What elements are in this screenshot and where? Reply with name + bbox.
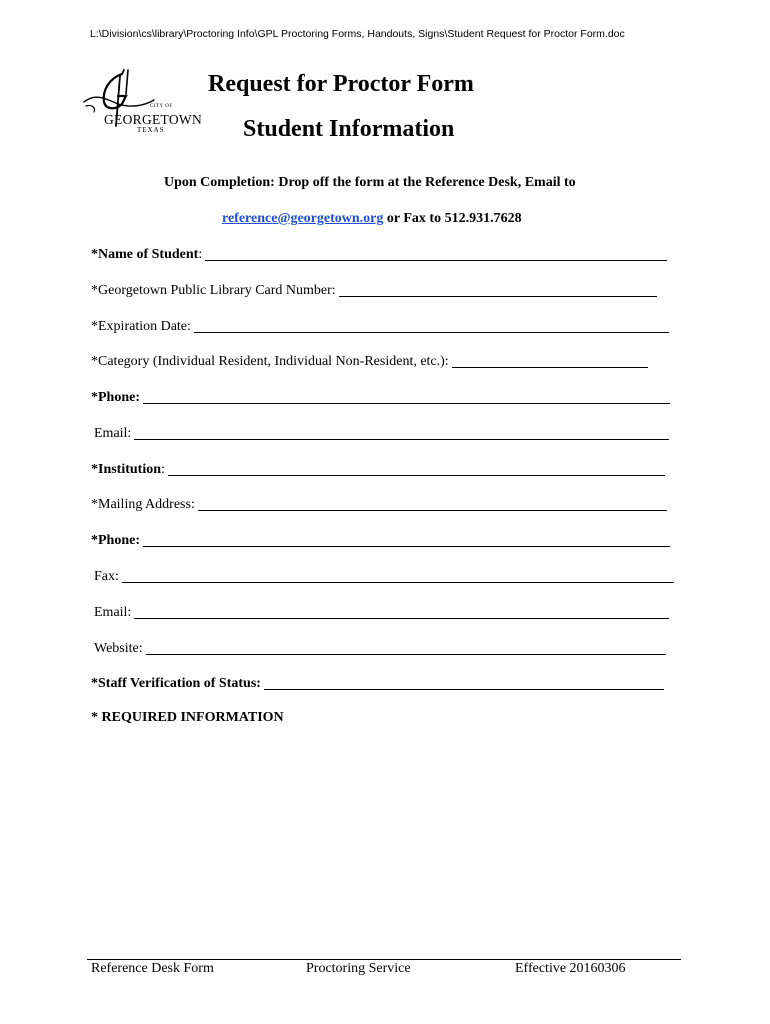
institution-website-line[interactable] bbox=[146, 640, 666, 655]
institution-email-line[interactable] bbox=[134, 604, 669, 619]
mailing-address-label: *Mailing Address: bbox=[91, 497, 195, 512]
student-email-label: Email: bbox=[94, 426, 132, 441]
category-line[interactable] bbox=[452, 353, 648, 368]
institution-phone-field[interactable] bbox=[91, 531, 670, 549]
name-of-student-label: *Name of Student: bbox=[91, 247, 203, 262]
logo-state: TEXAS bbox=[137, 126, 165, 134]
footer-divider bbox=[87, 959, 681, 960]
mailing-address-field[interactable] bbox=[91, 495, 667, 513]
footer-center: Proctoring Service bbox=[306, 961, 411, 976]
institution-line[interactable] bbox=[168, 461, 665, 476]
footer-left: Reference Desk Form bbox=[91, 961, 214, 976]
institution-email-label: Email: bbox=[94, 605, 132, 620]
instructions-line-1: Upon Completion: Drop off the form at the Reference Desk, Email to bbox=[164, 175, 576, 190]
name-of-student-field[interactable] bbox=[91, 245, 667, 263]
category-label: *Category (Individual Resident, Individual Non-Resident, etc.): bbox=[91, 354, 449, 369]
student-phone-line[interactable] bbox=[143, 389, 670, 404]
file-path-header: L:\Division\cs\library\Proctoring Info\GPL Proctoring Forms, Handouts, Signs\Student Request for Proctor Form.doc bbox=[90, 28, 625, 40]
institution-website-field[interactable] bbox=[91, 639, 666, 657]
institution-phone-label: *Phone: bbox=[91, 533, 140, 548]
category-field[interactable] bbox=[91, 352, 648, 370]
institution-label: *Institution: bbox=[91, 462, 165, 477]
form-title: Request for Proctor Form bbox=[208, 71, 474, 97]
student-email-field[interactable] bbox=[91, 424, 669, 442]
institution-fax-field[interactable] bbox=[91, 567, 674, 585]
institution-email-field[interactable] bbox=[91, 603, 669, 621]
student-email-line[interactable] bbox=[134, 425, 669, 440]
library-card-line[interactable] bbox=[339, 282, 657, 297]
expiration-date-field[interactable] bbox=[91, 317, 669, 335]
footer-right: Effective 20160306 bbox=[515, 961, 626, 976]
logo-city-name: GEORGETOWN bbox=[104, 112, 202, 127]
staff-verification-line[interactable] bbox=[264, 675, 664, 690]
staff-verification-field[interactable] bbox=[91, 674, 664, 692]
reference-email-link[interactable]: reference@georgetown.org bbox=[222, 211, 384, 226]
name-of-student-line[interactable] bbox=[205, 246, 667, 261]
mailing-address-line[interactable] bbox=[198, 496, 667, 511]
institution-fax-label: Fax: bbox=[94, 569, 119, 584]
institution-fax-line[interactable] bbox=[122, 568, 674, 583]
staff-verification-label: *Staff Verification of Status: bbox=[91, 676, 261, 691]
student-phone-field[interactable] bbox=[91, 388, 670, 406]
logo-city-of: CITY OF bbox=[150, 104, 173, 109]
expiration-date-label: *Expiration Date: bbox=[91, 319, 191, 334]
institution-website-label: Website: bbox=[94, 641, 143, 656]
fax-instruction: or Fax to 512.931.7628 bbox=[383, 211, 522, 226]
library-card-label: *Georgetown Public Library Card Number: bbox=[91, 283, 336, 298]
required-information-note: * REQUIRED INFORMATION bbox=[91, 710, 284, 725]
form-subtitle: Student Information bbox=[243, 116, 455, 142]
instructions-line-2 bbox=[0, 211, 522, 227]
institution-field[interactable] bbox=[91, 460, 665, 478]
expiration-date-line[interactable] bbox=[194, 318, 669, 333]
student-phone-label: *Phone: bbox=[91, 390, 140, 405]
institution-phone-line[interactable] bbox=[143, 532, 670, 547]
library-card-field[interactable] bbox=[91, 281, 657, 299]
